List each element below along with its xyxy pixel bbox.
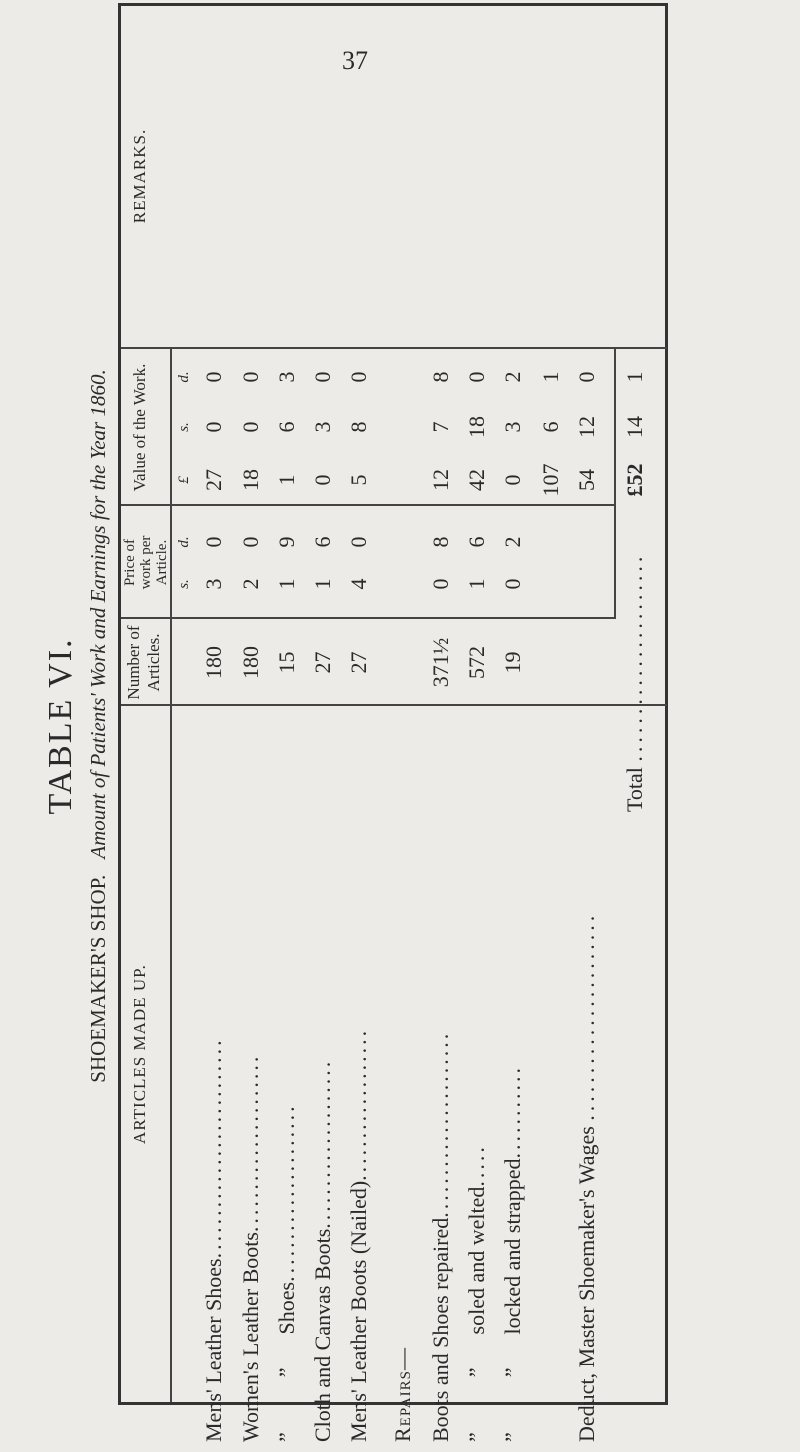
header-articles: ARTICLES MADE UP. — [130, 964, 149, 1144]
value-pence-cell: 2 — [500, 371, 525, 383]
header-price-line1: Price of — [122, 538, 138, 587]
number-cell: 180 — [201, 646, 226, 679]
table-row — [428, 952, 454, 1442]
header-number-line1: Number of — [124, 625, 143, 700]
value-shillings-cell: 0 — [201, 421, 226, 433]
deduct-pence: 0 — [574, 371, 599, 383]
header-price-line2: work per — [138, 535, 154, 590]
table-row — [274, 952, 300, 1442]
table-row — [310, 952, 336, 1442]
price-shillings-cell: 1 — [310, 578, 335, 590]
value-pounds-cell: 27 — [201, 469, 226, 491]
table-row — [201, 952, 227, 1442]
number-cell: 19 — [500, 651, 525, 674]
value-pence-cell: 0 — [201, 371, 226, 383]
total-pence: 1 — [622, 371, 647, 383]
price-shillings-cell: 4 — [346, 578, 371, 590]
subtotal-shillings: 6 — [538, 421, 563, 433]
article-label: ” ” locked and strapped — [500, 1158, 525, 1442]
value-pounds-cell: 12 — [428, 469, 453, 491]
table-subtitle — [86, 0, 111, 1452]
price-pence-cell: 6 — [310, 536, 335, 548]
leader-dots: ..... — [464, 1144, 489, 1187]
number-cell: 27 — [346, 651, 371, 674]
leader-dots: ........... — [500, 1065, 525, 1159]
rule-price — [121, 504, 614, 506]
price-pence-cell: 2 — [500, 536, 525, 548]
price-shillings-cell: 3 — [201, 578, 226, 590]
value-pounds-cell: 18 — [238, 469, 263, 491]
value-pounds-unit: £ — [176, 476, 192, 484]
table-row — [500, 952, 526, 1442]
table-row — [346, 952, 372, 1442]
number-cell: 371½ — [428, 637, 453, 688]
header-price — [122, 506, 170, 619]
value-pounds-cell: 42 — [464, 469, 489, 491]
rule-value — [121, 347, 667, 349]
header-price-line3: Article. — [154, 539, 170, 586]
leader-dots: ...................... — [574, 911, 599, 1121]
subtitle-description: Amount of Patients' Work and Earnings for the Year 1860. — [86, 369, 110, 859]
value-shillings-cell: 3 — [310, 421, 335, 433]
total-label: Total — [622, 767, 647, 812]
subtitle-shop: SHOEMAKER'S SHOP. — [86, 874, 110, 1083]
header-number — [124, 619, 164, 706]
page-number: 37 — [342, 46, 368, 75]
price-shillings-cell: 0 — [428, 578, 453, 590]
value-shillings-unit: s. — [176, 422, 192, 432]
price-shillings-cell: 1 — [274, 578, 299, 590]
leader-dots: .................... — [310, 1058, 335, 1229]
table-row — [238, 952, 264, 1442]
header-rule — [170, 349, 172, 1402]
price-shillings-unit: s. — [176, 579, 192, 589]
article-label: Mens' Leather Shoes — [201, 1258, 226, 1442]
table-row — [464, 952, 490, 1442]
article-label: ” ” Shoes — [274, 1281, 299, 1442]
leader-dots: ..................... — [274, 1103, 299, 1282]
deduct-shillings: 12 — [574, 416, 599, 438]
leader-dots: ..................... — [238, 1053, 263, 1233]
leader-dots: .......................... — [201, 1037, 226, 1259]
price-pence-cell: 0 — [201, 536, 226, 548]
leader-dots: ...................... — [428, 1030, 453, 1218]
header-remarks: REMARKS. — [130, 128, 149, 224]
article-label: Mens' Leather Boots (Nailed) — [346, 1180, 371, 1442]
price-pence-unit: d. — [176, 536, 192, 548]
price-shillings-cell: 2 — [238, 578, 263, 590]
article-label: Boots and Shoes repaired — [428, 1217, 453, 1442]
price-pence-cell: 0 — [238, 536, 263, 548]
price-pence-cell: 8 — [428, 536, 453, 548]
price-shillings-cell: 0 — [500, 578, 525, 590]
number-cell: 572 — [464, 646, 489, 679]
table-title: TABLE VI. — [42, 637, 79, 815]
value-pence-cell: 8 — [428, 371, 453, 383]
deduct-label: Deduct, Master Shoemaker's Wages — [574, 1126, 599, 1442]
article-label: Women's Leather Boots — [238, 1232, 263, 1442]
value-pence-cell: 0 — [464, 371, 489, 383]
value-shillings-cell: 8 — [346, 421, 371, 433]
value-pence-unit: d. — [176, 371, 192, 383]
header-value: Value of the Work. — [130, 363, 149, 492]
value-shillings-cell: 18 — [464, 416, 489, 438]
value-pounds-cell: 5 — [346, 474, 371, 486]
total-row — [622, 512, 648, 812]
price-shillings-cell: 1 — [464, 578, 489, 590]
leader-dots: ...................... — [622, 552, 647, 762]
value-pence-cell: 3 — [274, 371, 299, 383]
leader-dots: .................. — [346, 1027, 371, 1181]
value-pence-cell: 0 — [310, 371, 335, 383]
value-pounds-cell: 0 — [500, 474, 525, 486]
total-pounds: £52 — [622, 463, 647, 497]
value-pence-cell: 0 — [238, 371, 263, 383]
deduct-row — [574, 512, 600, 1442]
value-shillings-cell: 0 — [238, 421, 263, 433]
value-pence-cell: 0 — [346, 371, 371, 383]
summary-rule — [614, 349, 616, 619]
value-pounds-cell: 0 — [310, 474, 335, 486]
article-label: Cloth and Canvas Boots — [310, 1228, 335, 1442]
price-pence-cell: 6 — [464, 536, 489, 548]
deduct-pounds: 54 — [574, 469, 599, 491]
article-label: ” ” soled and welted — [464, 1186, 489, 1442]
value-shillings-cell: 3 — [500, 421, 525, 433]
price-pence-cell: 0 — [346, 536, 371, 548]
total-shillings: 14 — [622, 416, 647, 438]
number-cell: 27 — [310, 651, 335, 674]
value-shillings-cell: 7 — [428, 421, 453, 433]
value-shillings-cell: 6 — [274, 421, 299, 433]
value-pounds-cell: 1 — [274, 474, 299, 486]
subtotal-pence: 1 — [538, 371, 563, 383]
number-cell: 180 — [238, 646, 263, 679]
price-pence-cell: 9 — [274, 536, 299, 548]
number-cell: 15 — [274, 651, 299, 674]
repairs-heading: Repairs— — [390, 1347, 415, 1442]
header-number-line2: Articles. — [144, 633, 163, 692]
subtotal-pounds: 107 — [538, 463, 563, 497]
